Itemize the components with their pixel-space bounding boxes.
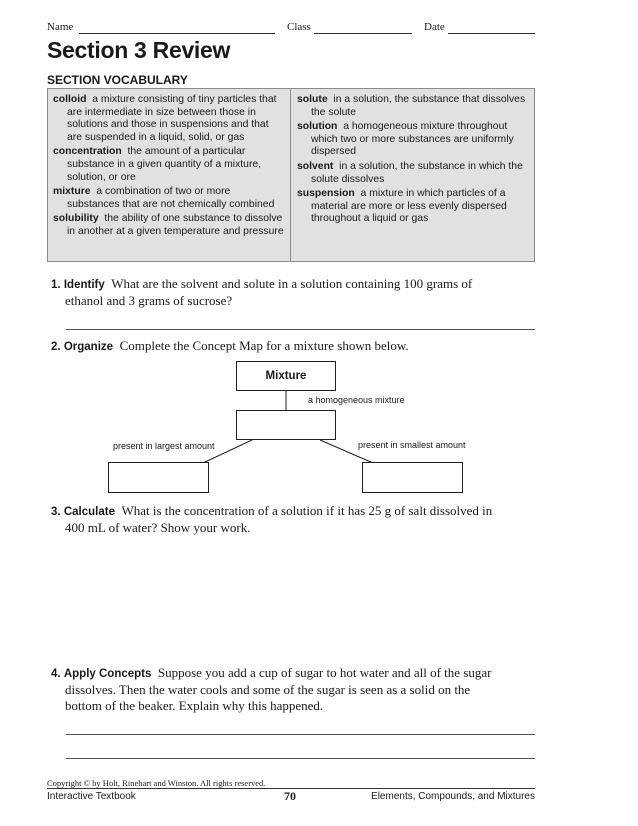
question-text: ethanol and 3 grams of sucrose? [65, 293, 233, 308]
question-number: 4. [51, 668, 61, 680]
answer-line-q4-1[interactable] [66, 734, 535, 735]
vocab-heading: SECTION VOCABULARY [47, 73, 188, 87]
concept-map-mixture-box [236, 361, 336, 391]
vocab-definition: the amount of a particular substance in a given quantity of a mixture, solution, or ore [67, 146, 262, 183]
vocab-term: solubility [53, 213, 99, 225]
question-verb: Apply Concepts [63, 668, 152, 680]
vocab-term: solvent [297, 160, 334, 172]
concept-map-solution-box[interactable] [236, 410, 336, 440]
question-verb: Identify [63, 279, 105, 291]
vocab-definition: a mixture in which particles of a material are more or less evenly dispersed throughout a liquid or gas [311, 188, 507, 225]
vocab-definition: a homogeneous mixture throughout which two or more substances are uniformly dispersed [311, 121, 514, 158]
work-area-q3[interactable] [66, 540, 535, 655]
vocab-term: concentration [53, 146, 122, 158]
question-verb: Calculate [63, 506, 115, 518]
link-label-largest: present in largest amount [113, 441, 215, 451]
question-4 [51, 665, 537, 714]
question-verb: Organize [63, 341, 114, 353]
date-label: Date [424, 21, 445, 33]
vocab-term: suspension [297, 188, 355, 200]
link-label-smallest: present in smallest amount [358, 440, 466, 450]
footer-chapter-title: Elements, Compounds, and Mixtures [371, 791, 535, 802]
vocab-definition: a combination of two or more substances that are not chemically combined [67, 186, 275, 210]
footer-book-title: Interactive Textbook [47, 791, 136, 802]
question-number: 1. [51, 279, 61, 291]
question-text: What is the concentration of a solution if it has 25 g of salt dissolved in [121, 503, 493, 518]
answer-line-q4-2[interactable] [66, 758, 535, 759]
page-number: 70 [284, 789, 296, 803]
concept-map-solvent-box[interactable] [108, 462, 209, 493]
question-text: What are the solvent and solute in a solution containing 100 grams of [111, 276, 473, 291]
question-text: bottom of the beaker. Explain why this happened. [65, 698, 324, 713]
question-number: 3. [51, 506, 61, 518]
vocab-term: solution [297, 121, 338, 133]
question-text: 400 mL of water? Show your work. [65, 520, 251, 535]
question-text: Complete the Concept Map for a mixture shown below. [119, 338, 409, 353]
vocab-term: colloid [53, 94, 87, 105]
question-text: Suppose you add a cup of sugar to hot water and all of the sugar [157, 665, 492, 680]
copyright-notice: Copyright © by Holt, Rinehart and Winston. All rights reserved. [47, 778, 266, 788]
vocab-term: solute [297, 94, 328, 105]
name-label: Name [47, 21, 74, 33]
vocab-definition: a mixture consisting of tiny particles that are intermediate in size between those in solutions and those in suspensions and that are suspended in a liquid, solid, or gas [67, 94, 277, 143]
page-title: Section 3 Review [47, 37, 231, 63]
concept-map-solute-box[interactable] [362, 462, 463, 493]
concept-map-mixture-label: Mixture [265, 370, 307, 382]
vocab-definition: in a solution, the substance in which the solute dissolves [311, 160, 523, 185]
question-number: 2. [51, 341, 61, 353]
vocab-definition: in a solution, the substance that dissolves the solute [311, 94, 526, 118]
question-text: dissolves. Then the water cools and some of the sugar is seen as a solid on the [65, 682, 471, 697]
vocab-term: mixture [53, 186, 91, 198]
link-label-homogeneous: a homogeneous mixture [308, 395, 405, 405]
class-label: Class [287, 21, 311, 33]
question-3 [51, 503, 537, 536]
vocab-definition: the ability of one substance to dissolve in another at a given temperature and pressure [67, 213, 284, 237]
